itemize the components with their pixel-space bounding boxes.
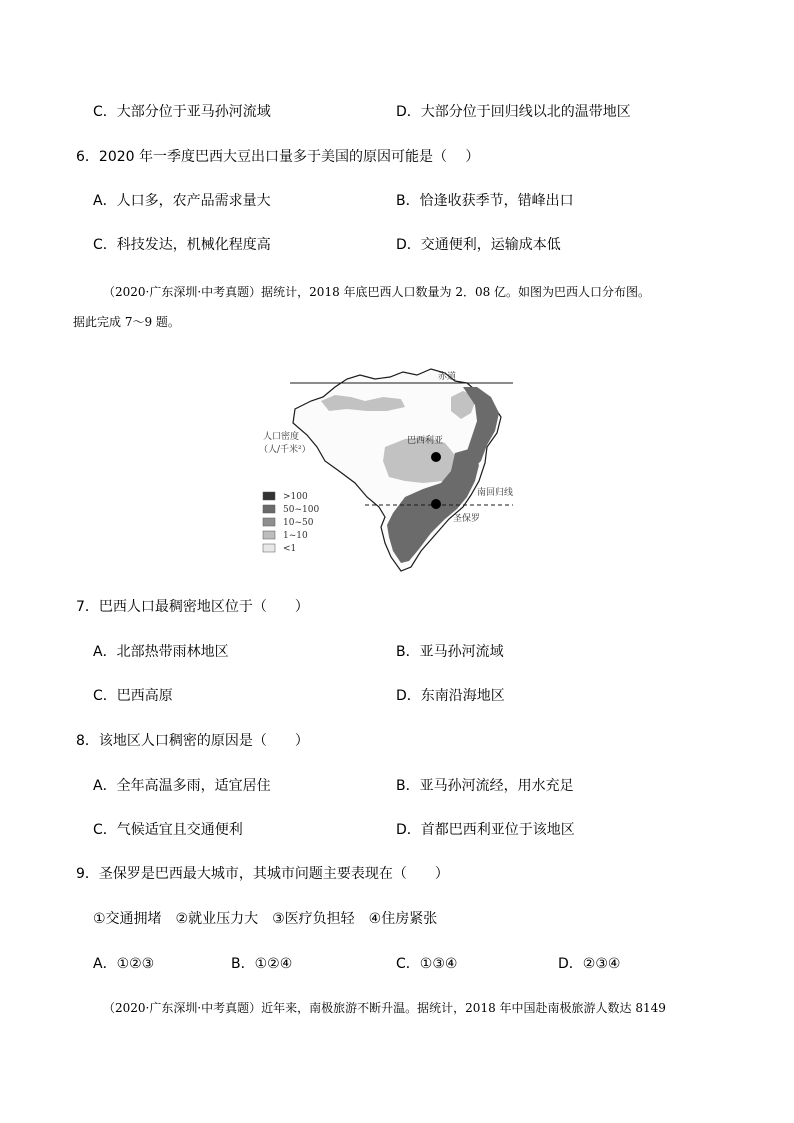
q5-option-d: D．大部分位于回归线以北的温带地区 bbox=[396, 104, 631, 120]
legend-label-4: 1~10 bbox=[283, 531, 308, 541]
q8-option-a: A．全年高温多雨，适宜居住 bbox=[93, 778, 271, 794]
q7-option-b: B．亚马孙河流域 bbox=[396, 644, 504, 660]
q9-option-d: D．②③④ bbox=[558, 956, 621, 972]
intro-7-9-line2: 据此完成 7～9 题。 bbox=[73, 315, 180, 329]
q6-option-b: B．恰逢收获季节，错峰出口 bbox=[396, 193, 574, 209]
q9-option-c: C．①③④ bbox=[396, 956, 458, 972]
q6-stem: 6．2020 年一季度巴西大豆出口量多于美国的原因可能是（ ） bbox=[76, 149, 480, 165]
brazil-population-map bbox=[255, 357, 535, 587]
legend-swatch-2 bbox=[263, 505, 275, 513]
equator-label: 赤道 bbox=[438, 372, 457, 382]
q9-items: ①交通拥堵 ②就业压力大 ③医疗负担轻 ④住房紧张 bbox=[93, 911, 438, 927]
q7-option-c: C．巴西高原 bbox=[93, 688, 173, 704]
q7-option-a: A．北部热带雨林地区 bbox=[93, 644, 229, 660]
legend-swatch-1 bbox=[263, 492, 275, 500]
tropic-label: 南回归线 bbox=[477, 488, 514, 498]
legend-swatch-5 bbox=[263, 544, 275, 552]
map-legend bbox=[259, 430, 319, 554]
legend-label-5: <1 bbox=[283, 544, 297, 554]
intro-7-9-line1: （2020·广东深圳·中考真题）据统计，2018 年底巴西人口数量为 2．08 亿。如图为巴西人口分布图。 bbox=[103, 285, 651, 299]
q8-option-d: D．首都巴西利亚位于该地区 bbox=[396, 822, 575, 838]
q8-option-c: C．气候适宜且交通便利 bbox=[93, 822, 243, 838]
q5-option-c: C．大部分位于亚马孙河流域 bbox=[93, 104, 271, 120]
city-label: 圣保罗 bbox=[453, 514, 481, 524]
capital-label: 巴西利亚 bbox=[407, 436, 444, 446]
legend-swatch-3 bbox=[263, 518, 275, 526]
legend-label-1: >100 bbox=[283, 492, 308, 502]
intro-next-question: （2020·广东深圳·中考真题）近年来，南极旅游不断升温。据统计，2018 年中国赴南极旅游人数达 8149 bbox=[103, 1001, 666, 1015]
q7-option-d: D．东南沿海地区 bbox=[396, 688, 505, 704]
q7-stem: 7．巴西人口最稠密地区位于（ ） bbox=[76, 599, 309, 615]
q9-option-b: B．①②④ bbox=[231, 956, 293, 972]
brasilia-marker bbox=[431, 452, 441, 462]
q6-option-c: C．科技发达，机械化程度高 bbox=[93, 237, 271, 253]
sao-paulo-marker bbox=[431, 499, 441, 509]
legend-title-1: 人口密度 bbox=[263, 432, 300, 442]
q8-stem: 8．该地区人口稠密的原因是（ ） bbox=[76, 733, 309, 749]
q9-stem: 9．圣保罗是巴西最大城市，其城市问题主要表现在（ ） bbox=[76, 866, 449, 882]
legend-label-3: 10~50 bbox=[283, 518, 314, 528]
q6-option-d: D．交通便利，运输成本低 bbox=[396, 237, 561, 253]
legend-title-2: （人/千米²） bbox=[259, 445, 311, 455]
legend-swatch-4 bbox=[263, 531, 275, 539]
q6-option-a: A．人口多，农产品需求量大 bbox=[93, 193, 271, 209]
q8-option-b: B．亚马孙河流经，用水充足 bbox=[396, 778, 574, 794]
legend-label-2: 50~100 bbox=[283, 505, 320, 515]
q9-option-a: A．①②③ bbox=[93, 956, 155, 972]
